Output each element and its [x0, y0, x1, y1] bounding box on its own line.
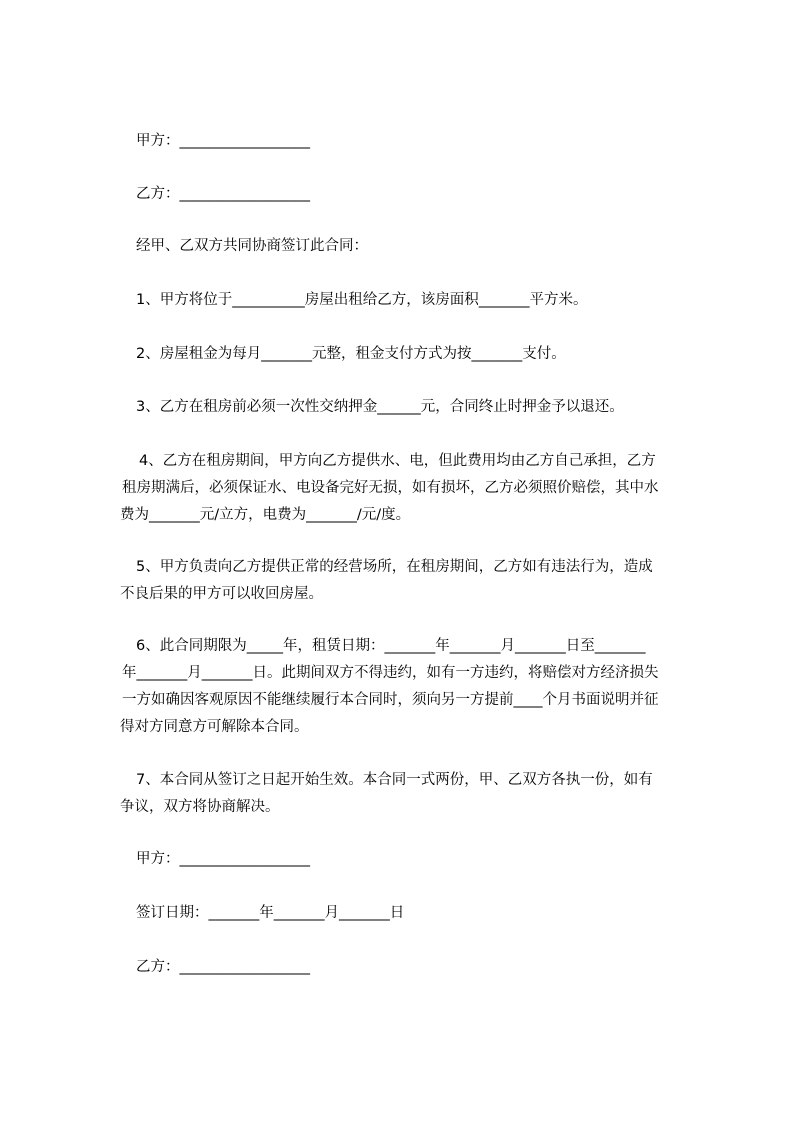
clause-6-line-4: 得对方同意方可解除本合同。	[120, 719, 309, 735]
clause-5-line-2: 不良后果的甲方可以收回房屋。	[120, 586, 323, 602]
party-a-top: 甲方：__________________	[136, 133, 310, 149]
clause-7-line-2: 争议，双方将协商解决。	[120, 799, 280, 815]
clause-4-line-2: 租房期满后，必须保证水、电设备完好无损，如有损坏，乙方必须照价赔偿，其中水	[122, 480, 659, 496]
sign-date: 签订日期：_______年_______月_______日	[136, 905, 405, 921]
clause-1: 1、甲方将位于__________房屋出租给乙方，该房面积_______平方米。	[136, 292, 588, 308]
clause-6-line-3: 一方如确因客观原因不能继续履行本合同时，须向另一方提前____个月书面说明并征	[122, 692, 659, 708]
party-b-bottom: 乙方：__________________	[136, 959, 310, 975]
clause-3: 3、乙方在租房前必须一次性交纳押金______元，合同终止时押金予以退还。	[136, 399, 624, 415]
clause-2: 2、房屋租金为每月_______元整，租金支付方式为按_______支付。	[136, 346, 566, 362]
clause-4-line-3: 费为_______元/立方，电费为_______/元/度。	[120, 507, 411, 523]
intro-text: 经甲、乙双方共同协商签订此合同：	[136, 238, 368, 254]
party-a-bottom: 甲方：__________________	[136, 851, 310, 867]
clause-6-line-2: 年_______月_______日。此期间双方不得违约，如有一方违约，将赔偿对方经济损失	[122, 665, 659, 681]
clause-7-line-1: 7、本合同从签订之日起开始生效。本合同一式两份，甲、乙双方各执一份，如有	[136, 772, 653, 788]
clause-5-line-1: 5、甲方负责向乙方提供正常的经营场所，在租房期间，乙方如有违法行为，造成	[136, 559, 653, 575]
clause-6-line-1: 6、此合同期限为_____年，租赁日期：_______年_______月_______日至_______	[136, 638, 646, 654]
party-b-top: 乙方：__________________	[136, 186, 310, 202]
clause-4-line-1: 4、乙方在租房期间，甲方向乙方提供水、电，但此费用均由乙方自己承担，乙方	[139, 453, 656, 469]
